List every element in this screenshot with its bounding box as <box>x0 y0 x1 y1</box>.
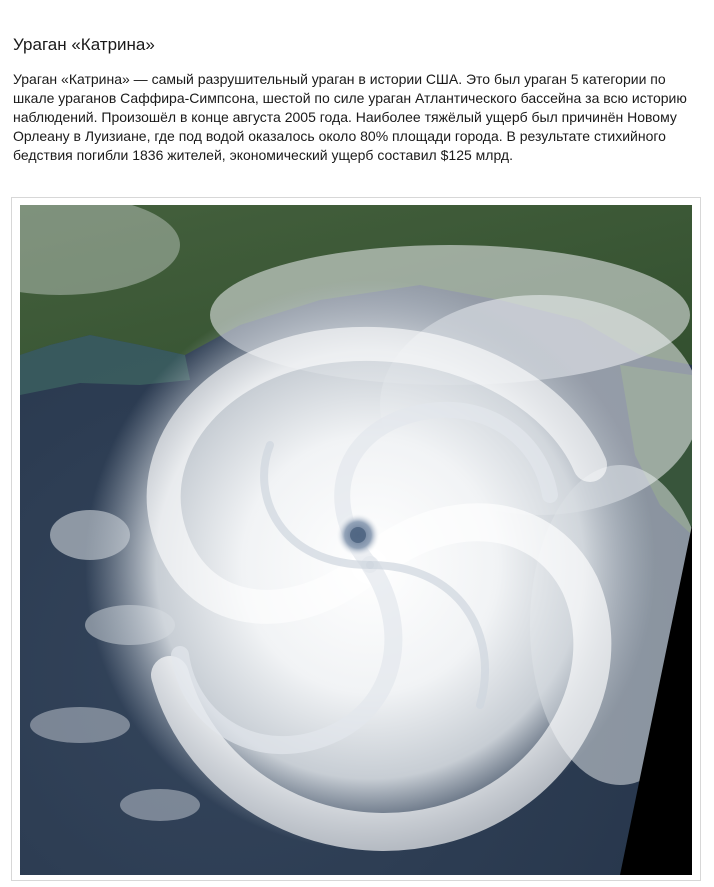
hurricane-satellite-image <box>20 205 692 875</box>
photo-frame <box>11 197 701 881</box>
article-paragraph: Ураган «Катрина» — самый разрушительный ураган в истории США. Это был ураган 5 категории по шкале ураганов Саффира-Симпсона, шестой по силе ураган Атлантического бассейна за всю историю наблюдений. Произошёл в конце августа 2005 года. Наиболее тяжёлый ущерб был причинён Новому Орлеану в Луизиане, где под водой оказалось около 80% площади города. В результате стихийного бедствия погибли 1836 жителей, экономический ущерб составил $125 млрд. <box>13 71 687 163</box>
article-title: Ураган «Катрина» <box>13 35 155 54</box>
hurricane-satellite-photo <box>20 205 692 875</box>
